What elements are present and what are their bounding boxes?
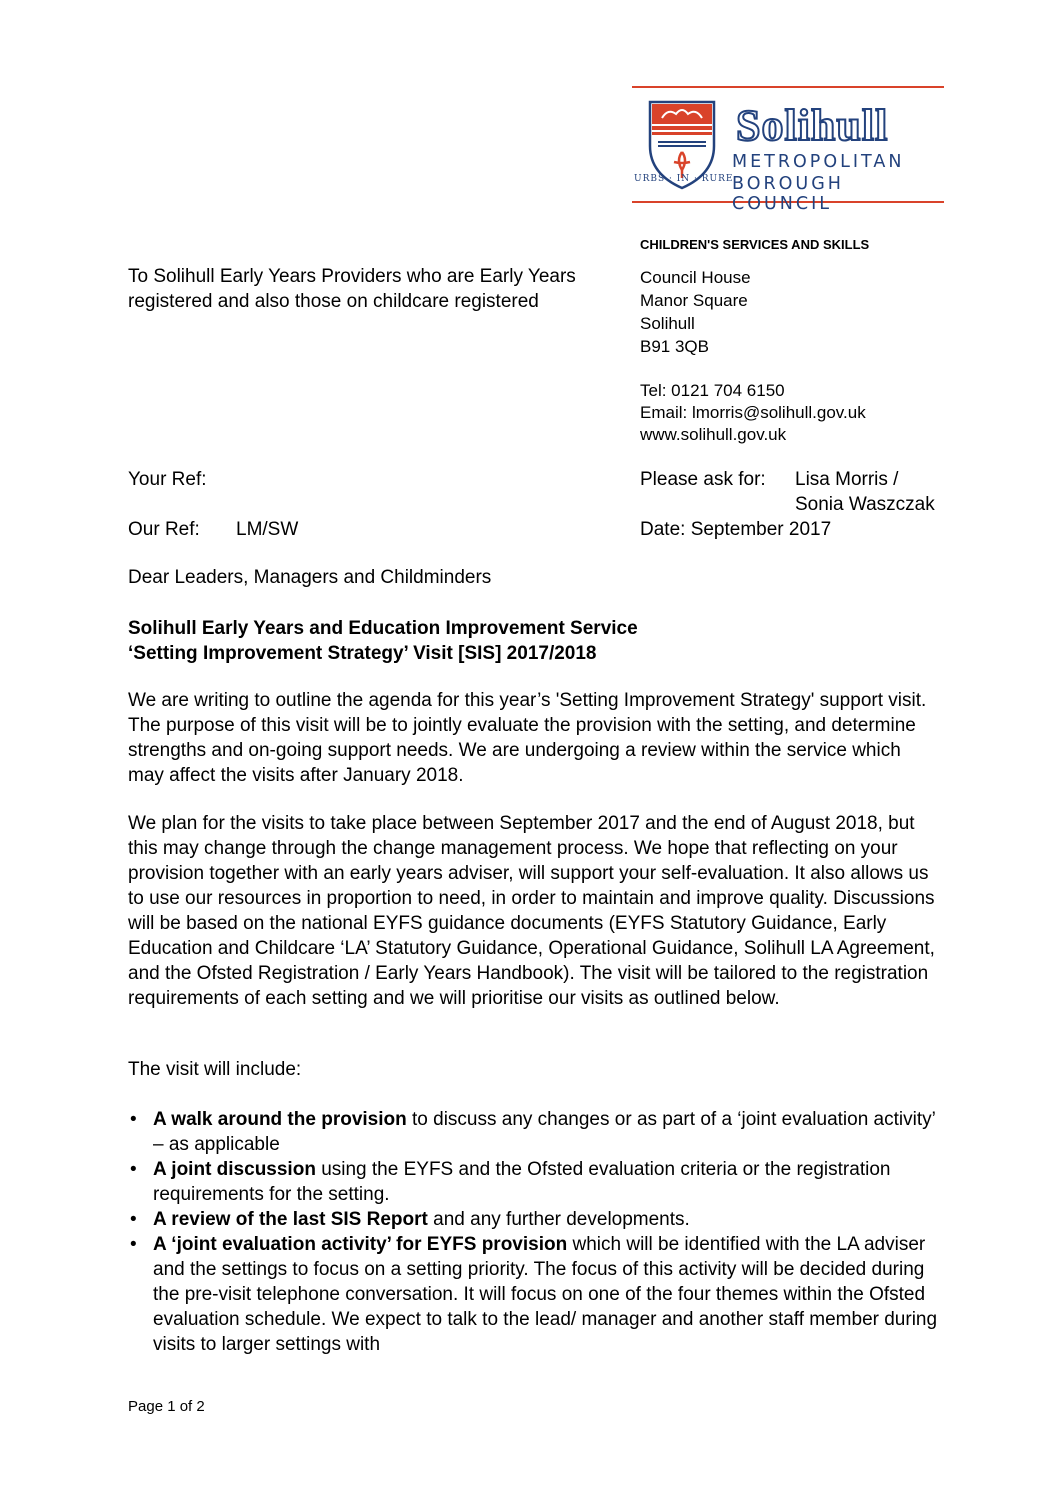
bullet-bold: A ‘joint evaluation activity’ for EYFS provision: [153, 1234, 568, 1255]
contact-name-1: Lisa Morris /: [795, 469, 899, 490]
list-item: [128, 1157, 940, 1207]
logo-name: Solihull: [736, 101, 889, 150]
visit-includes-list: [128, 1107, 940, 1357]
email-address: Email: lmorris@solihull.gov.uk: [640, 403, 866, 422]
page-number: Page 1 of 2: [128, 1398, 205, 1415]
telephone: Tel: 0121 704 6150: [640, 381, 785, 400]
address-line: Council House: [640, 268, 751, 287]
bullet-bold: A joint discussion: [153, 1159, 316, 1180]
logo-motto: URBS · IN · RURE: [634, 174, 734, 184]
bullet-text: and any further developments.: [427, 1209, 690, 1230]
paragraph: We are writing to outline the agenda for this year’s 'Setting Improvement Strategy' support visit. The purpose of this visit will be to jointly evaluate the provision with the setting, and determine strengths and on-going support needs. We are undergoing a review within the service which may affect the visits after January 2018.: [128, 690, 927, 786]
bullet-icon: •: [130, 1209, 137, 1230]
salutation: Dear Leaders, Managers and Childminders: [128, 567, 492, 588]
address-line: Solihull: [640, 314, 695, 333]
logo-subtitle-1: METROPOLITAN: [732, 152, 905, 172]
letter-heading-1: Solihull Early Years and Education Improvement Service: [128, 618, 638, 639]
letter-heading-2: ‘Setting Improvement Strategy’ Visit [SIS] 2017/2018: [128, 643, 597, 664]
our-ref-label: Our Ref:: [128, 519, 200, 540]
bullet-icon: •: [130, 1109, 137, 1130]
bullet-bold: A review of the last SIS Report: [153, 1209, 428, 1230]
list-item: [128, 1107, 940, 1157]
department-name: CHILDREN'S SERVICES AND SKILLS: [640, 237, 870, 252]
bullet-bold: A walk around the provision: [153, 1109, 407, 1130]
paragraph: We plan for the visits to take place between September 2017 and the end of August 2018, but this may change through the change management process. We hope that reflecting on your provision together with an early years adviser, will support your self-evaluation. It also allows us to use our resources in proportion to need, in order to maintain and improve quality. Discussions will be based on the national EYFS guidance documents (EYFS Statutory Guidance, Early Education and Childcare ‘LA’ Statutory Guidance, Operational Guidance, Solihull LA Agreement, and the Ofsted Registration / Early Years Handbook). The visit will be tailored to the registration requirements of each setting and we will prioritise our visits as outlined below.: [128, 813, 935, 1009]
bullet-text: which will be identified with the LA adviser and the settings to focus on a setting priority. The focus of this activity will be decided during the pre-visit telephone conversation. It will focus on one of the four themes within the Ofsted evaluation schedule. We expect to talk to the lead/ manager and another staff member during visits to larger settings with: [153, 1234, 938, 1355]
address-line: Manor Square: [640, 291, 748, 310]
bullet-text: to discuss any changes or as part of a ‘joint evaluation activity’ – as applicable: [153, 1109, 936, 1155]
bullet-icon: •: [130, 1234, 137, 1255]
your-ref-label: Your Ref:: [128, 469, 207, 490]
our-ref-value: LM/SW: [236, 519, 299, 540]
bullet-icon: •: [130, 1159, 137, 1180]
website: www.solihull.gov.uk: [640, 425, 787, 444]
council-logo: [632, 86, 944, 214]
list-item: [128, 1232, 940, 1357]
address-line: B91 3QB: [640, 337, 709, 356]
ask-for-label: Please ask for:: [640, 469, 766, 490]
letter-date: Date: September 2017: [640, 519, 832, 540]
recipient-address: To Solihull Early Years Providers who are Early Years registered and also those on childcare registered: [128, 266, 576, 312]
list-item: [128, 1207, 940, 1232]
bullet-text: using the EYFS and the Ofsted evaluation criteria or the registration requirements for the setting.: [153, 1159, 891, 1205]
logo-subtitle-2: BOROUGH COUNCIL: [732, 174, 844, 214]
paragraph: The visit will include:: [128, 1059, 302, 1080]
contact-name-2: Sonia Waszczak: [795, 494, 935, 515]
